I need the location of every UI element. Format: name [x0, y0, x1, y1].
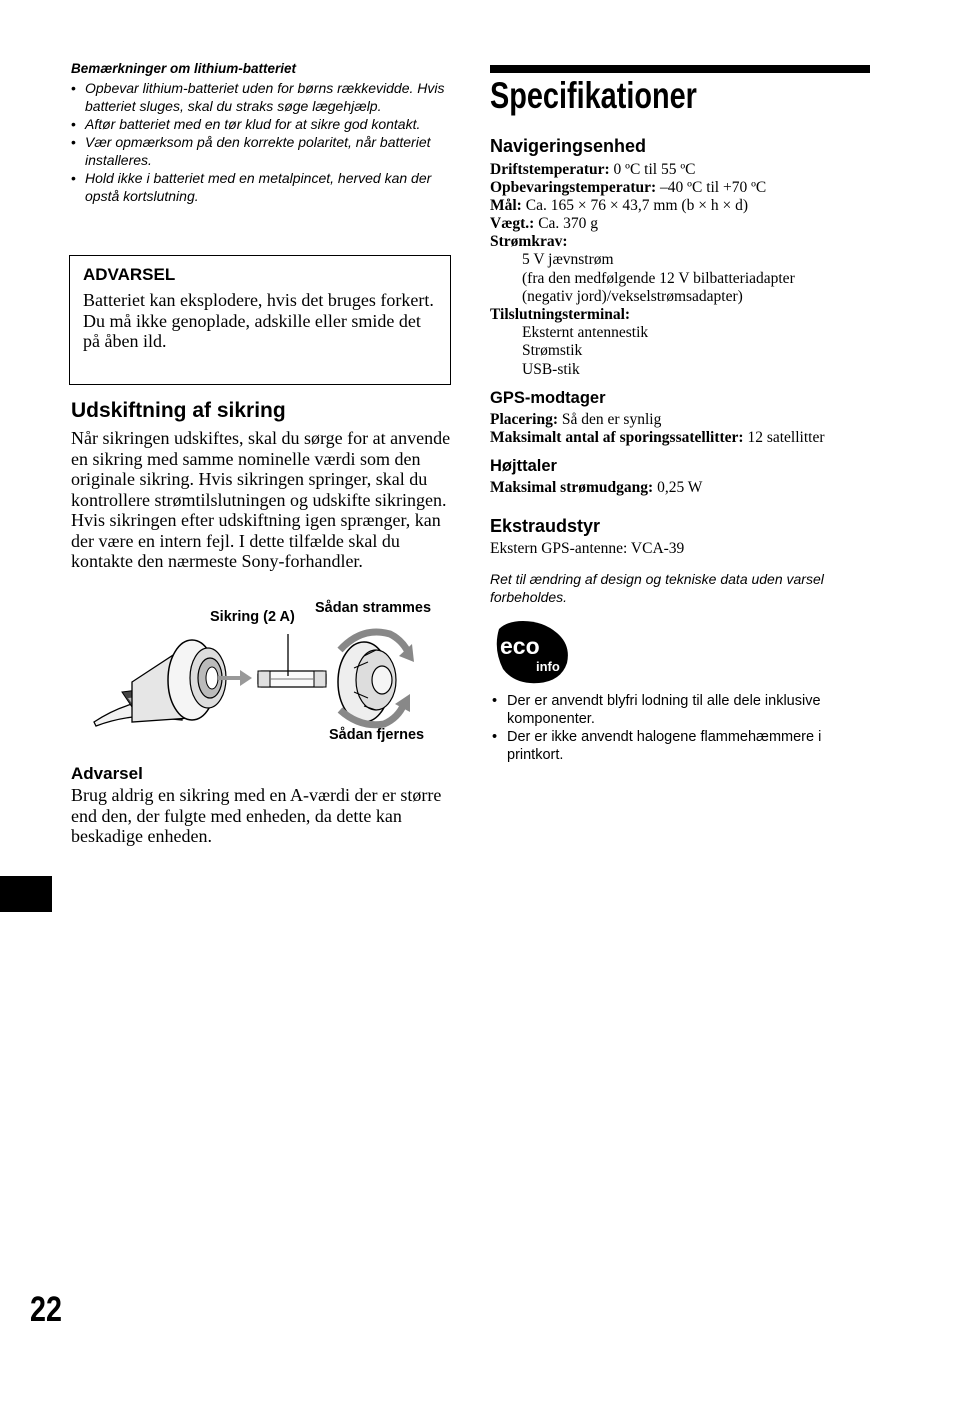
- list-item: • Hold ikke i batteriet med en metalpincet, herved kan der opstå kortslutning.: [71, 169, 456, 205]
- warning-box: [69, 255, 451, 385]
- section-tab-marker: [0, 876, 52, 912]
- list-item: • Aftør batteriet med en tør klud for at sikre god kontakt.: [71, 115, 456, 133]
- spec-speaker-output: Maksimal strømudgang: 0,25 W: [490, 479, 703, 496]
- change-notice: Ret til ændring af design og tekniske data uden varsel forbeholdes.: [490, 571, 824, 605]
- spec-power-line: 5 V jævnstrøm: [522, 251, 614, 268]
- spec-operating-temp: Driftstemperatur: 0 ºC til 55 ºC: [490, 161, 696, 178]
- spec-accessory-line: Ekstern GPS-antenne: VCA-39: [490, 540, 685, 557]
- eco-info-logo: [491, 619, 569, 685]
- svg-text:eco: eco: [500, 633, 540, 659]
- tighten-label: Sådan strammes: [315, 600, 432, 616]
- spec-satellites: Maksimalt antal af sporingssatellitter: 12 satellitter: [490, 429, 825, 446]
- caution-heading: Advarsel: [71, 764, 143, 783]
- fuse-replacement-heading: Udskiftning af sikring: [71, 399, 286, 422]
- fuse-illustration: [92, 598, 452, 753]
- spec-power-line: (negativ jord)/vekselstrømsadapter): [522, 288, 743, 305]
- svg-text:info: info: [536, 659, 560, 674]
- warning-heading: ADVARSEL: [83, 265, 176, 284]
- list-item: • Der er ikke anvendt halogene flammehæmmere i printkort.: [492, 728, 867, 764]
- lithium-notes-title: Bemærkninger om lithium-batteriet: [71, 61, 297, 76]
- warning-text-2: Du må ikke genoplade, adskille eller smide det på åben ild.: [83, 310, 421, 351]
- eco-info-list: [492, 692, 867, 764]
- list-item: • Der er anvendt blyfri lodning til alle dele inklusive komponenter.: [492, 692, 867, 728]
- spec-weight: Vægt.: Ca. 370 g: [490, 215, 599, 232]
- page-title: Specifikationer: [490, 75, 697, 116]
- title-rule: [490, 65, 870, 73]
- remove-label: Sådan fjernes: [329, 727, 425, 743]
- gps-heading: GPS-modtager: [490, 389, 606, 407]
- list-item: • Opbevar lithium-batteriet uden for børns rækkevidde. Hvis batteriet sluges, skal du straks søge lægehjælp.: [71, 79, 456, 115]
- accessories-heading: Ekstraudstyr: [490, 516, 601, 536]
- lithium-notes-list: [71, 79, 456, 205]
- fuse-replacement-text: Når sikringen udskiftes, skal du sørge for at anvende en sikring med samme nominelle værdi som den originale sikring. Hvis sikringen springer, skal du kontrollere strømtilslutningen og udskifte sikringen. Hvis sikringen efter udskiftning igen sprænger, kan der være en intern fejl. I dette tilfælde skal du kontakte den nærmeste Sony-forhandler.: [71, 428, 451, 571]
- spec-storage-temp: Opbevaringstemperatur: –40 ºC til +70 ºC: [490, 179, 767, 196]
- fuse-label: Sikring (2 A): [210, 609, 295, 625]
- spec-placement: Placering: Så den er synlig: [490, 411, 662, 428]
- list-item: • Vær opmærksom på den korrekte polaritet, når batteriet installeres.: [71, 133, 456, 169]
- spec-power-label: Strømkrav:: [490, 233, 568, 250]
- page-number: 22: [30, 1290, 62, 1329]
- eco-leaf-icon: [491, 619, 569, 685]
- speaker-heading: Højttaler: [490, 457, 557, 475]
- caution-text: Brug aldrig en sikring med en A-værdi der er større end den, der fulgte med enheden, da dette kan beskadige enheden.: [71, 785, 442, 846]
- spec-terminal-line: Eksternt antennestik: [522, 324, 649, 341]
- warning-text-1: Batteriet kan eksplodere, hvis det bruges forkert.: [83, 290, 434, 310]
- spec-dimensions: Mål: Ca. 165 × 76 × 43,7 mm (b × h × d): [490, 197, 748, 214]
- spec-terminal-line: Strømstik: [522, 342, 583, 359]
- spec-terminal-line: USB-stik: [522, 361, 580, 378]
- spec-power-line: (fra den medfølgende 12 V bilbatteriadapter: [522, 270, 795, 287]
- spec-terminal-label: Tilslutningsterminal:: [490, 306, 631, 323]
- nav-unit-heading: Navigeringsenhed: [490, 136, 647, 156]
